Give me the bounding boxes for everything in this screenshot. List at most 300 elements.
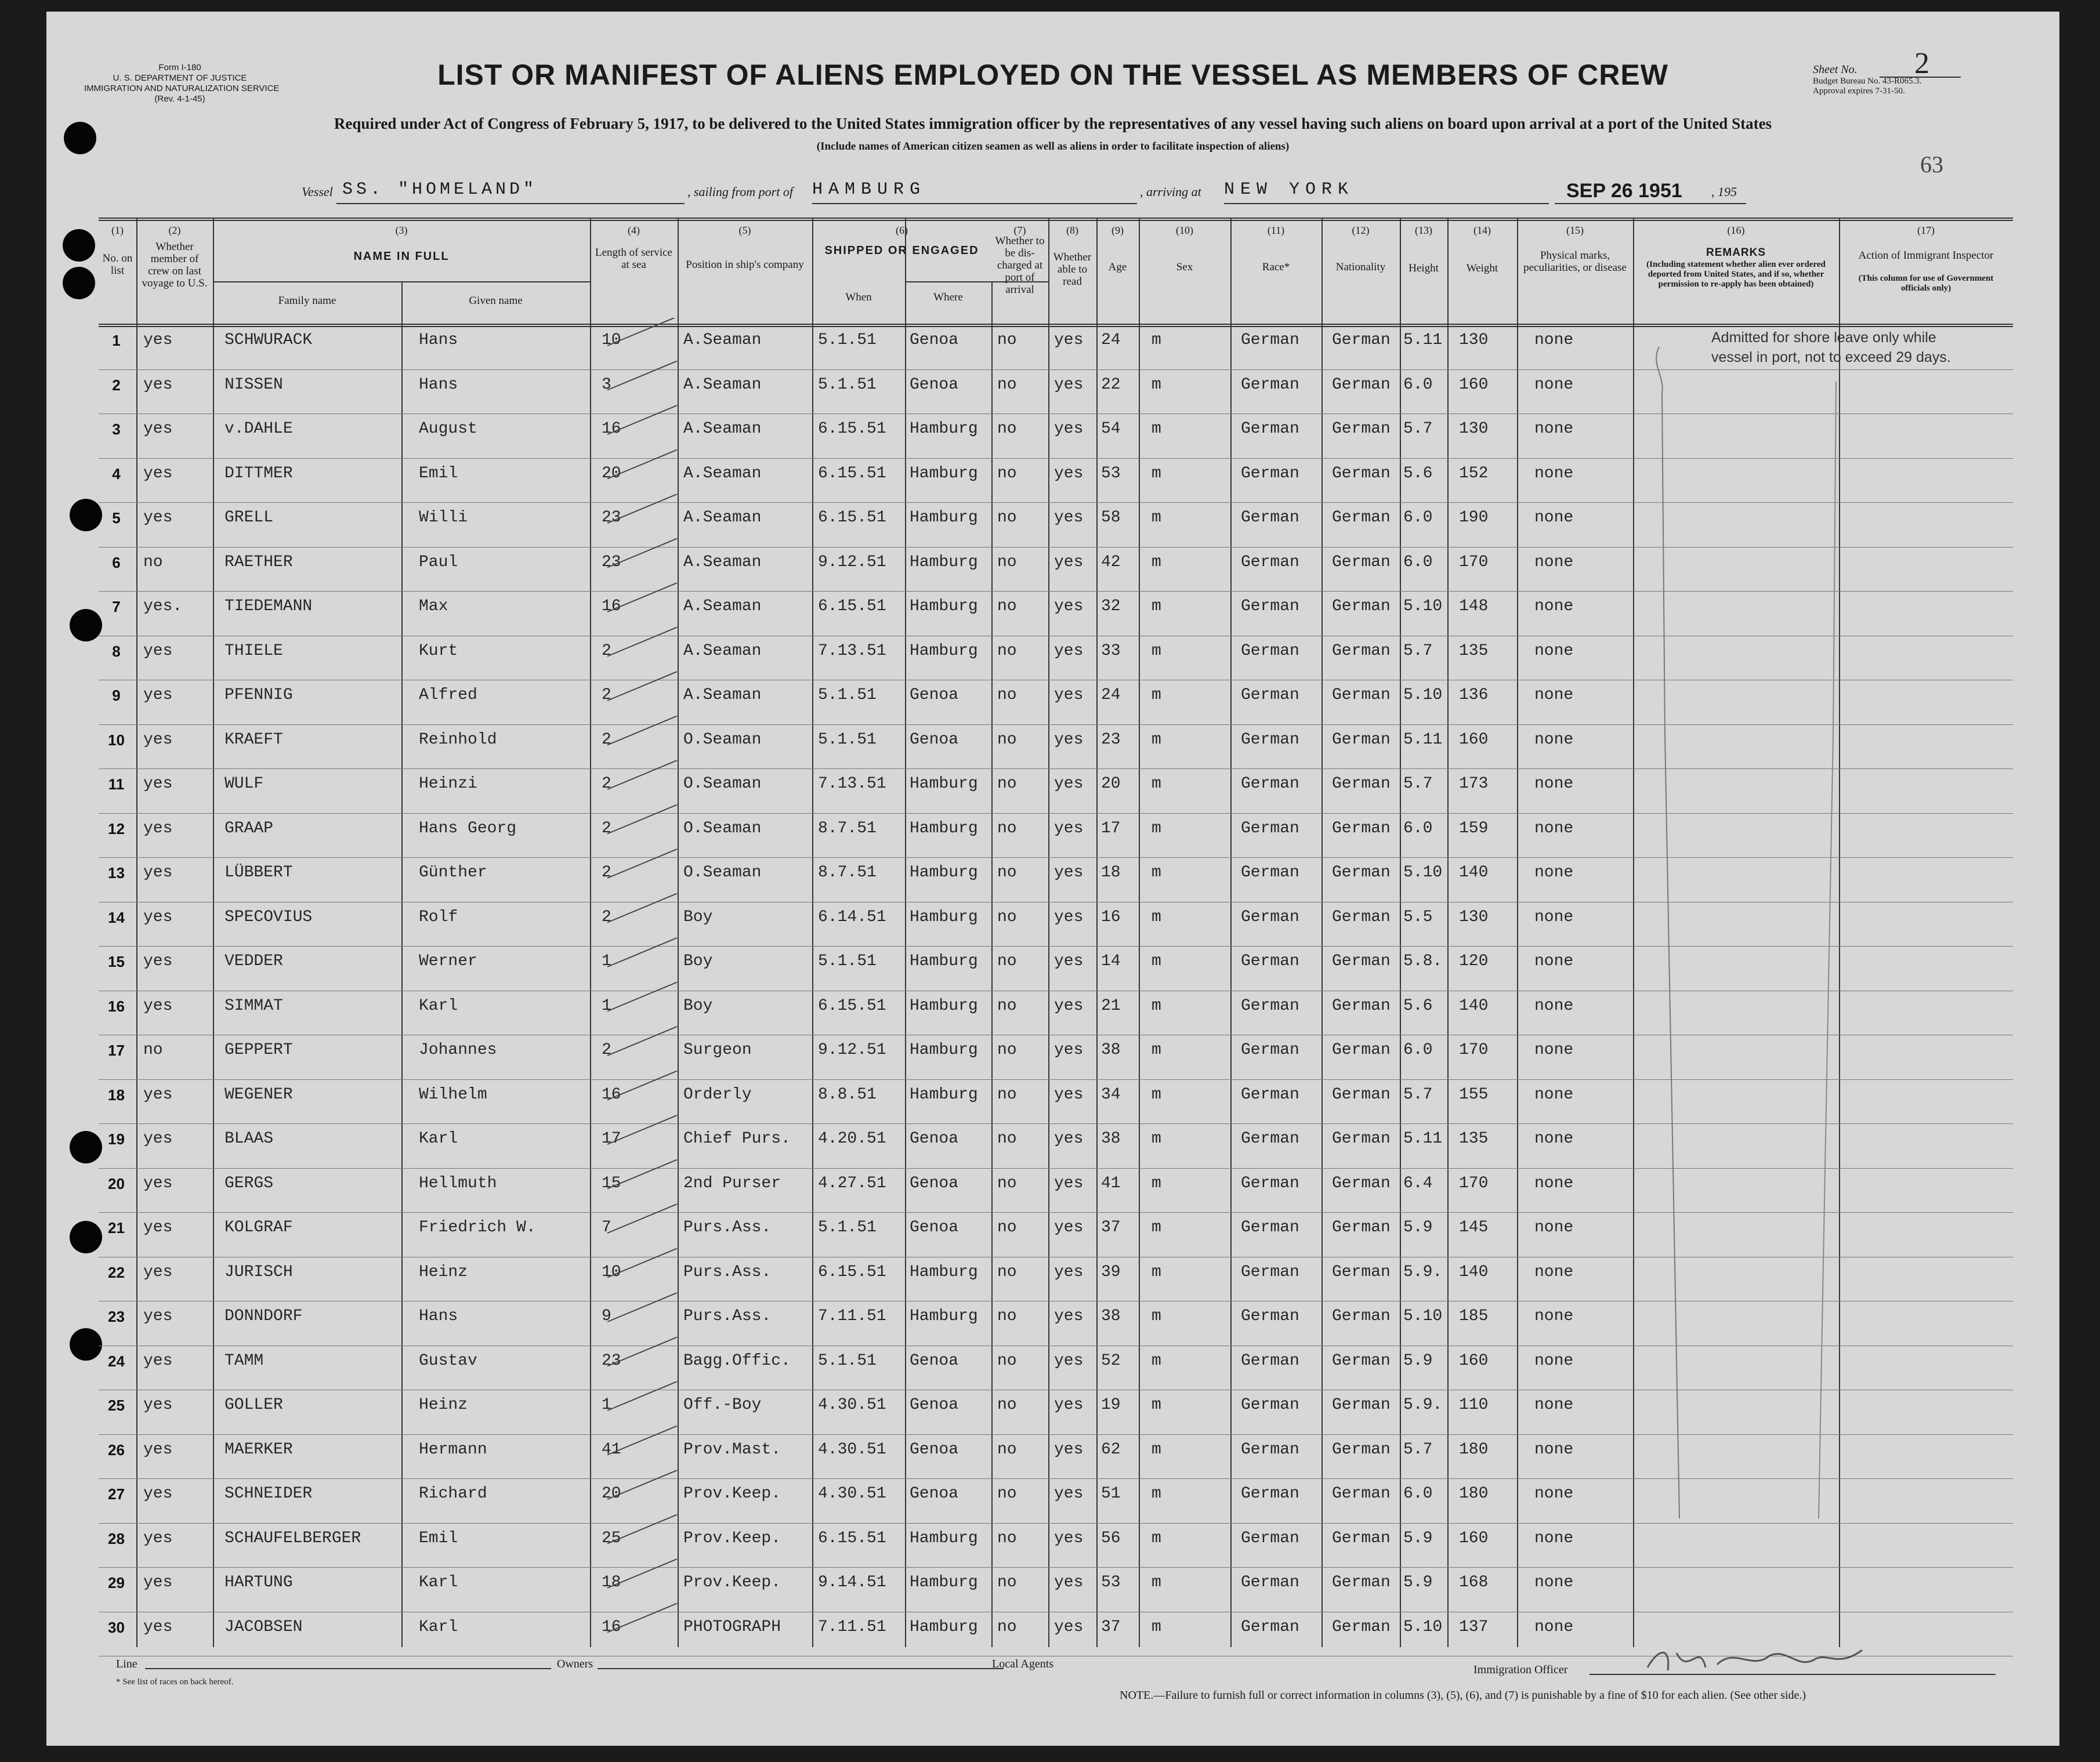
discharged: no	[997, 730, 1017, 749]
header-inspector-note: (This column for use of Government officials only)	[1858, 274, 1994, 293]
service-years: 41	[602, 1440, 621, 1459]
discharged: no	[997, 331, 1017, 349]
service-years: 2	[602, 819, 611, 838]
race: German	[1241, 553, 1299, 571]
row-number: 8	[112, 642, 121, 660]
age: 39	[1101, 1263, 1121, 1281]
prev-voyage: yes	[143, 1085, 173, 1104]
engaged-where: Hamburg	[910, 420, 978, 438]
prev-voyage: no	[143, 553, 163, 571]
weight: 130	[1459, 420, 1489, 438]
physical-marks: none	[1534, 464, 1574, 483]
family-name: JACOBSEN	[225, 1618, 303, 1636]
able-to-read: yes	[1054, 1041, 1084, 1059]
nationality: German	[1332, 686, 1391, 704]
nationality: German	[1332, 864, 1391, 882]
nationality: German	[1332, 509, 1391, 527]
physical-marks: none	[1534, 1307, 1574, 1325]
height: 6.0	[1403, 553, 1433, 571]
family-name: BLAAS	[225, 1130, 274, 1148]
race: German	[1241, 908, 1299, 926]
height: 5.6	[1403, 996, 1433, 1015]
weight: 170	[1459, 1174, 1489, 1192]
position: Bagg.Offic.	[683, 1351, 791, 1370]
able-to-read: yes	[1054, 464, 1084, 483]
header-when: When	[845, 291, 872, 303]
family-name: HARTUNG	[225, 1574, 293, 1591]
header-shipped-engaged: SHIPPED OR ENGAGED	[824, 244, 979, 257]
race: German	[1241, 1085, 1299, 1104]
engaged-where: Hamburg	[910, 1307, 978, 1325]
table-top-rule	[99, 217, 2013, 219]
sex: m	[1152, 331, 1161, 349]
prev-voyage: yes	[143, 1174, 173, 1192]
given-name: Kurt	[419, 641, 458, 660]
able-to-read: yes	[1054, 1219, 1084, 1237]
sex: m	[1152, 597, 1161, 615]
discharged: no	[997, 1351, 1017, 1370]
family-name: GEPPERT	[225, 1041, 293, 1059]
physical-marks: none	[1534, 952, 1574, 970]
engaged-when: 5.1.51	[818, 331, 877, 349]
family-name: SCHAUFELBERGER	[225, 1529, 361, 1547]
prev-voyage: yes	[143, 1618, 173, 1636]
given-name: Karl	[419, 996, 458, 1015]
service-years: 18	[602, 1574, 621, 1591]
nationality: German	[1332, 775, 1391, 793]
given-name: Hermann	[419, 1440, 487, 1459]
given-name: Werner	[419, 952, 477, 970]
age: 14	[1101, 952, 1121, 970]
height: 5.11	[1403, 730, 1443, 749]
discharged: no	[997, 1574, 1017, 1591]
height: 5.7	[1403, 420, 1433, 438]
row-number: 20	[108, 1174, 125, 1192]
column-number: (6)	[896, 224, 908, 236]
age: 21	[1101, 996, 1121, 1015]
row-number: 4	[112, 465, 121, 483]
weight: 155	[1459, 1085, 1489, 1104]
age: 24	[1101, 686, 1121, 704]
able-to-read: yes	[1054, 375, 1084, 394]
family-name: DITTMER	[225, 464, 293, 483]
sex: m	[1152, 1529, 1161, 1547]
age: 56	[1101, 1529, 1121, 1547]
height: 5.10	[1403, 864, 1443, 882]
weight: 173	[1459, 775, 1489, 793]
able-to-read: yes	[1054, 1307, 1084, 1325]
service-years: 9	[602, 1307, 611, 1325]
service-years: 1	[602, 1396, 611, 1414]
service-years: 17	[602, 1130, 621, 1148]
weight: 120	[1459, 952, 1489, 970]
weight: 140	[1459, 1263, 1489, 1281]
physical-marks: none	[1534, 1351, 1574, 1370]
engaged-where: Hamburg	[910, 819, 978, 838]
service-years: 16	[602, 1085, 621, 1104]
sex: m	[1152, 1440, 1161, 1459]
header-physical-marks: Physical marks, peculiarities, or disease	[1523, 249, 1627, 274]
engaged-where: Genoa	[910, 1174, 959, 1192]
physical-marks: none	[1534, 1574, 1574, 1591]
position: Prov.Keep.	[683, 1485, 781, 1503]
able-to-read: yes	[1054, 952, 1084, 970]
height: 5.9	[1403, 1219, 1433, 1237]
given-name: Emil	[419, 464, 458, 483]
given-name: Reinhold	[419, 730, 497, 749]
position: A.Seaman	[683, 464, 762, 483]
engaged-where: Hamburg	[910, 464, 978, 483]
sex: m	[1152, 1130, 1161, 1148]
position: Surgeon	[683, 1041, 752, 1059]
age: 34	[1101, 1085, 1121, 1104]
family-name: GOLLER	[225, 1396, 283, 1414]
row-number: 23	[108, 1308, 125, 1325]
officer-signature	[1636, 1636, 1891, 1682]
able-to-read: yes	[1054, 996, 1084, 1015]
service-years: 16	[602, 597, 621, 615]
given-name: Gustav	[419, 1351, 477, 1370]
row-number: 25	[108, 1397, 125, 1414]
given-name: Johannes	[419, 1041, 497, 1059]
position: O.Seaman	[683, 775, 762, 793]
family-name: KRAEFT	[225, 730, 283, 749]
service-years: 23	[602, 509, 621, 527]
discharged: no	[997, 686, 1017, 704]
service-years: 20	[602, 1485, 621, 1503]
header-nationality: Nationality	[1335, 261, 1386, 273]
row-number: 27	[108, 1485, 125, 1503]
race: German	[1241, 1307, 1299, 1325]
sex: m	[1152, 1263, 1161, 1281]
header-remarks: REMARKS	[1706, 246, 1766, 259]
engaged-when: 6.15.51	[818, 1529, 886, 1547]
sex: m	[1152, 1574, 1161, 1591]
engaged-when: 8.7.51	[818, 819, 877, 838]
weight: 136	[1459, 686, 1489, 704]
discharged: no	[997, 420, 1017, 438]
given-name: Richard	[419, 1485, 487, 1503]
race: German	[1241, 996, 1299, 1015]
height: 5.11	[1403, 1130, 1443, 1148]
physical-marks: none	[1534, 996, 1574, 1015]
row-number: 5	[112, 509, 121, 527]
given-name: Alfred	[419, 686, 477, 704]
engaged-where: Hamburg	[910, 1529, 978, 1547]
engaged-when: 5.1.51	[818, 952, 877, 970]
column-number: (12)	[1352, 224, 1370, 236]
able-to-read: yes	[1054, 1574, 1084, 1591]
age: 62	[1101, 1440, 1121, 1459]
given-name: Heinzi	[419, 775, 477, 793]
engaged-when: 7.13.51	[818, 641, 886, 660]
height: 5.8.	[1403, 952, 1443, 970]
race: German	[1241, 864, 1299, 882]
race: German	[1241, 597, 1299, 615]
physical-marks: none	[1534, 775, 1574, 793]
weight: 137	[1459, 1618, 1489, 1636]
family-name: LÜBBERT	[225, 864, 293, 882]
position: A.Seaman	[683, 641, 762, 660]
family-name: SPECOVIUS	[225, 908, 313, 926]
height: 6.0	[1403, 375, 1433, 394]
engaged-when: 5.1.51	[818, 375, 877, 394]
position: Boy	[683, 908, 713, 926]
service: IMMIGRATION AND NATURALIZATION SERVICE	[84, 84, 280, 93]
family-name: WULF	[225, 775, 264, 793]
able-to-read: yes	[1054, 420, 1084, 438]
age: 33	[1101, 641, 1121, 660]
engaged-where: Hamburg	[910, 864, 978, 882]
column-number: (9)	[1111, 224, 1124, 236]
service-years: 10	[602, 1263, 621, 1281]
engaged-when: 4.27.51	[818, 1174, 886, 1192]
header-length-service: Length of service at sea	[595, 246, 672, 271]
sex: m	[1152, 1396, 1161, 1414]
engaged-when: 5.1.51	[818, 1351, 877, 1370]
engaged-where: Genoa	[910, 375, 959, 394]
nationality: German	[1332, 1485, 1391, 1503]
service-years: 2	[602, 864, 611, 882]
weight: 170	[1459, 1041, 1489, 1059]
weight: 160	[1459, 375, 1489, 394]
nationality: German	[1332, 1263, 1391, 1281]
prev-voyage: yes	[143, 819, 173, 838]
row-number: 21	[108, 1219, 125, 1237]
discharged: no	[997, 1219, 1017, 1237]
header-discharged: Whether to be dis-charged at port of arrival	[995, 235, 1045, 296]
age: 17	[1101, 819, 1121, 838]
race: German	[1241, 952, 1299, 970]
engaged-when: 4.30.51	[818, 1485, 886, 1503]
able-to-read: yes	[1054, 908, 1084, 926]
nationality: German	[1332, 1041, 1391, 1059]
header-no-on-list: No. on list	[102, 252, 133, 277]
weight: 140	[1459, 864, 1489, 882]
engaged-when: 5.1.51	[818, 686, 877, 704]
table-top-rule	[99, 220, 2013, 221]
header-height: Height	[1409, 262, 1439, 274]
prev-voyage: yes	[143, 1307, 173, 1325]
prev-voyage: yes	[143, 686, 173, 704]
prev-voyage: yes	[143, 375, 173, 394]
column-number: (1)	[111, 224, 124, 236]
weight: 135	[1459, 1130, 1489, 1148]
age: 38	[1101, 1041, 1121, 1059]
given-name: Hans Georg	[419, 819, 517, 838]
row-number: 15	[108, 953, 125, 970]
race: German	[1241, 1219, 1299, 1237]
engaged-where: Hamburg	[910, 775, 978, 793]
column-number: (3)	[395, 224, 408, 236]
given-name: Paul	[419, 553, 458, 571]
height: 5.9	[1403, 1351, 1433, 1370]
family-name: GRAAP	[225, 819, 274, 838]
prev-voyage: yes	[143, 952, 173, 970]
nationality: German	[1332, 908, 1391, 926]
age: 38	[1101, 1130, 1121, 1148]
service-years: 1	[602, 952, 611, 970]
engaged-where: Hamburg	[910, 1263, 978, 1281]
discharged: no	[997, 1085, 1017, 1104]
able-to-read: yes	[1054, 1396, 1084, 1414]
row-number: 13	[108, 864, 125, 882]
discharged: no	[997, 864, 1017, 882]
given-name: Karl	[419, 1618, 458, 1636]
vessel-name: SS. "HOMELAND"	[342, 180, 538, 200]
service-years: 10	[602, 331, 621, 349]
discharged: no	[997, 1307, 1017, 1325]
weight: 145	[1459, 1219, 1489, 1237]
sex: m	[1152, 1351, 1161, 1370]
footer-officer-label: Immigration Officer	[1473, 1663, 1568, 1676]
row-number: 14	[108, 908, 125, 926]
engaged-when: 6.15.51	[818, 996, 886, 1015]
service-years: 25	[602, 1529, 621, 1547]
race: German	[1241, 1618, 1299, 1636]
able-to-read: yes	[1054, 641, 1084, 660]
age: 51	[1101, 1485, 1121, 1503]
engaged-where: Genoa	[910, 686, 959, 704]
prev-voyage: yes	[143, 1574, 173, 1591]
discharged: no	[997, 1174, 1017, 1192]
prev-voyage: yes	[143, 331, 173, 349]
family-name: SCHWURACK	[225, 331, 313, 349]
sex: m	[1152, 553, 1161, 571]
discharged: no	[997, 819, 1017, 838]
header-remarks-note: (Including statement whether alien ever ordered deported from United States, and if so, whether permission to re-apply has been obtained)	[1646, 260, 1826, 289]
engaged-where: Genoa	[910, 1396, 959, 1414]
nationality: German	[1332, 1351, 1391, 1370]
age: 52	[1101, 1351, 1121, 1370]
engaged-where: Genoa	[910, 1130, 959, 1148]
position: PHOTOGRAPH	[683, 1618, 781, 1636]
sheet-number-value: 2	[1914, 47, 1929, 80]
able-to-read: yes	[1054, 1440, 1084, 1459]
row-number: 28	[108, 1529, 125, 1547]
nationality: German	[1332, 641, 1391, 660]
sailing-label: , sailing from port of	[687, 184, 793, 199]
sex: m	[1152, 1085, 1161, 1104]
engaged-when: 6.15.51	[818, 420, 886, 438]
row-number: 26	[108, 1441, 125, 1459]
physical-marks: none	[1534, 730, 1574, 749]
position: Boy	[683, 996, 713, 1015]
physical-marks: none	[1534, 1130, 1574, 1148]
position: Off.-Boy	[683, 1396, 762, 1414]
nationality: German	[1332, 1085, 1391, 1104]
position: A.Seaman	[683, 375, 762, 394]
prev-voyage: yes	[143, 1396, 173, 1414]
able-to-read: yes	[1054, 1618, 1084, 1636]
engaged-where: Hamburg	[910, 996, 978, 1015]
height: 5.9	[1403, 1574, 1433, 1591]
table-row	[99, 1567, 2013, 1612]
physical-marks: none	[1534, 331, 1574, 349]
race: German	[1241, 1263, 1299, 1281]
weight: 160	[1459, 1529, 1489, 1547]
given-name: Hans	[419, 331, 458, 349]
physical-marks: none	[1534, 375, 1574, 394]
given-name: Karl	[419, 1574, 458, 1591]
engaged-when: 6.15.51	[818, 1263, 886, 1281]
subnote: (Include names of American citizen seamen as well as aliens in order to facilitate inspection of aliens)	[816, 140, 1290, 153]
engaged-where: Genoa	[910, 1219, 959, 1237]
header-position: Position in ship's company	[686, 259, 804, 271]
form-number: Form I-180	[158, 63, 201, 72]
family-name: TAMM	[225, 1351, 264, 1370]
weight: 130	[1459, 331, 1489, 349]
arrival-date: SEP 26 1951	[1566, 180, 1682, 202]
height: 5.10	[1403, 1307, 1443, 1325]
service-years: 23	[602, 1351, 621, 1370]
family-name: RAETHER	[225, 553, 293, 571]
weight: 168	[1459, 1574, 1489, 1591]
engaged-when: 5.1.51	[818, 1219, 877, 1237]
height: 5.6	[1403, 464, 1433, 483]
sex: m	[1152, 952, 1161, 970]
physical-marks: none	[1534, 420, 1574, 438]
discharged: no	[997, 1440, 1017, 1459]
position: A.Seaman	[683, 597, 762, 615]
column-number: (11)	[1267, 224, 1285, 236]
given-name: Karl	[419, 1130, 458, 1148]
sex: m	[1152, 509, 1161, 527]
engaged-where: Genoa	[910, 730, 959, 749]
position: Orderly	[683, 1085, 752, 1104]
date-suffix: , 195	[1711, 184, 1737, 199]
page-title: LIST OR MANIFEST OF ALIENS EMPLOYED ON THE VESSEL AS MEMBERS OF CREW	[437, 59, 1668, 91]
age: 24	[1101, 331, 1121, 349]
column-number: (17)	[1917, 224, 1935, 236]
weight: 185	[1459, 1307, 1489, 1325]
physical-marks: none	[1534, 908, 1574, 926]
races-note: * See list of races on back hereof.	[116, 1677, 234, 1687]
height: 5.7	[1403, 641, 1433, 660]
row-number: 19	[108, 1130, 125, 1148]
discharged: no	[997, 375, 1017, 394]
remarks-note: Admitted for shore leave only while vessel in port, not to exceed 29 days.	[1711, 329, 1951, 365]
race: German	[1241, 420, 1299, 438]
able-to-read: yes	[1054, 1130, 1084, 1148]
service-years: 2	[602, 775, 611, 793]
budget-bureau: Budget Bureau No. 43-R065.3. Approval expires 7-31-50.	[1813, 77, 1922, 96]
header-weight: Weight	[1466, 262, 1498, 274]
nationality: German	[1332, 464, 1391, 483]
footer-owners-label: Owners	[557, 1658, 593, 1670]
engaged-when: 7.13.51	[818, 775, 886, 793]
height: 5.9	[1403, 1529, 1433, 1547]
discharged: no	[997, 597, 1017, 615]
physical-marks: none	[1534, 1219, 1574, 1237]
header-where: Where	[933, 291, 963, 303]
nationality: German	[1332, 1174, 1391, 1192]
position: Boy	[683, 952, 713, 970]
family-name: NISSEN	[225, 375, 283, 394]
sex: m	[1152, 686, 1161, 704]
engaged-where: Hamburg	[910, 509, 978, 527]
weight: 110	[1459, 1396, 1489, 1414]
row-number: 22	[108, 1263, 125, 1281]
discharged: no	[997, 908, 1017, 926]
race: German	[1241, 641, 1299, 660]
row-number: 7	[112, 598, 121, 615]
given-name: Hellmuth	[419, 1174, 497, 1192]
nationality: German	[1332, 952, 1391, 970]
discharged: no	[997, 996, 1017, 1015]
family-name: MAERKER	[225, 1440, 293, 1459]
family-name: v.DAHLE	[225, 420, 293, 438]
